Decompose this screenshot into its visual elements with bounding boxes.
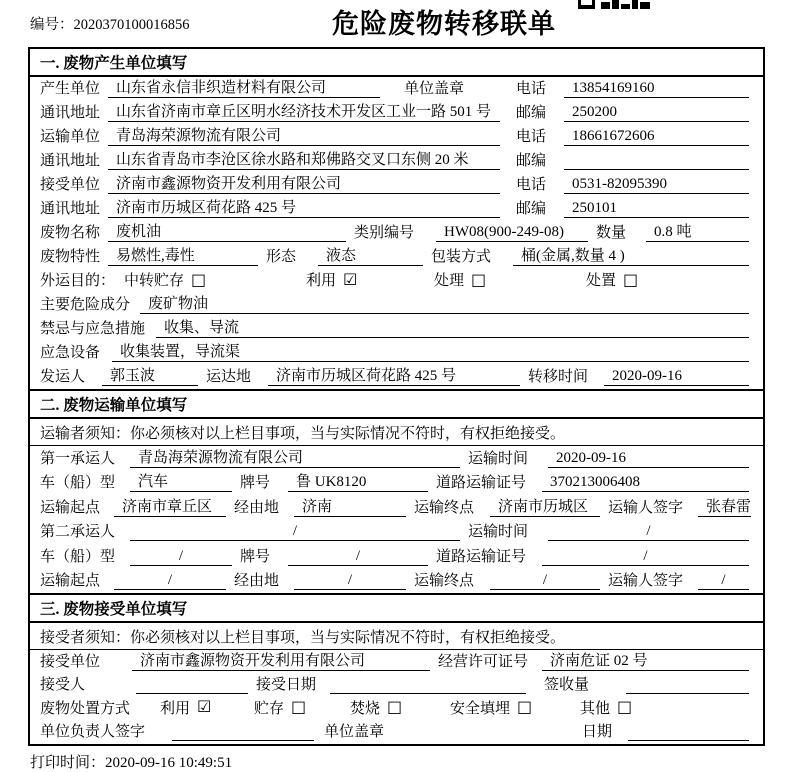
via-value: / — [294, 572, 406, 590]
postcode-value: 250101 — [564, 200, 749, 218]
carrier-sign-label: 运输人签字 — [608, 499, 684, 516]
license-no-label: 经营许可证号 — [438, 653, 529, 670]
route-row-2 — [30, 569, 763, 594]
via-label: 经由地 — [234, 573, 280, 589]
plate-no-label: 牌号 — [240, 475, 271, 491]
print-time — [30, 751, 232, 772]
taboo-emergency-value: 收集、导流 — [156, 316, 749, 338]
qr-code-fragment-icon — [578, 0, 650, 10]
transfer-time-value: 2020-09-16 — [604, 368, 749, 386]
postcode-label: 邮编 — [516, 201, 547, 217]
option-landfill — [450, 697, 580, 718]
road-permit-label: 道路运输证号 — [436, 548, 527, 565]
section-1-heading: 一. 废物产生单位填写 — [30, 49, 763, 77]
emergency-equipment-value: 收集装置，导流渠 — [112, 340, 749, 362]
option-incinerate — [350, 697, 450, 718]
waste-property-label: 废物特性 — [40, 249, 101, 265]
phone-label: 电话 — [516, 81, 547, 97]
waste-name-value: 废机油 — [108, 220, 346, 242]
transport-unit-row — [30, 125, 763, 149]
road-permit-value: / — [542, 548, 749, 566]
receiver-unit-row — [30, 173, 763, 197]
producer-unit-value: 山东省永信非织造材料有限公司 — [108, 76, 380, 98]
via-label: 经由地 — [234, 499, 280, 516]
carrier-sign-value: / — [698, 572, 749, 590]
road-permit-label: 道路运输证号 — [436, 475, 527, 491]
carrier-sign-value: 张春雷 — [698, 495, 751, 517]
first-carrier-row — [30, 446, 763, 471]
option-utilize — [306, 269, 434, 290]
receive-unit-value: 济南市鑫源物资开发利用有限公司 — [132, 649, 430, 671]
emergency-equipment-label: 应急设备 — [40, 345, 101, 361]
transport-unit-value: 青岛海荣源物流有限公司 — [108, 124, 500, 146]
quantity-value: 0.8 吨 — [646, 220, 749, 242]
other-label: 其他 — [580, 700, 611, 717]
consignor-value: 郭玉波 — [102, 364, 198, 386]
checkbox-unchecked-icon: □ — [623, 269, 639, 289]
postcode-value — [564, 152, 749, 170]
mail-address-value: 山东省济南市章丘区明水经济技术开发区工业一路 501 号 — [108, 100, 500, 122]
received-amount-label: 签收量 — [544, 677, 590, 693]
vehicle-type-value: / — [130, 548, 232, 566]
second-carrier-value: / — [130, 523, 460, 541]
second-carrier-row — [30, 520, 763, 545]
transfer-form — [28, 47, 765, 746]
endpoint-value: 济南市历城区 — [490, 495, 600, 517]
disposal-method-row — [30, 697, 763, 721]
page-header — [0, 0, 796, 46]
date-label: 日期 — [582, 724, 613, 740]
taboo-emergency-label: 禁忌与应急措施 — [40, 321, 146, 337]
producer-address-row — [30, 101, 763, 125]
origin-value: 济南市章丘区 — [114, 495, 226, 517]
vehicle-type-label: 车（船）型 — [40, 475, 116, 491]
unit-seal-label: 单位盖章 — [324, 724, 385, 740]
quantity-label: 数量 — [596, 225, 627, 241]
vehicle-type-label: 车（船）型 — [40, 548, 116, 565]
origin-label: 运输起点 — [40, 573, 101, 589]
transporter-notice: 运输者须知：你必须核对以上栏目事项，当与实际情况不符时，有权拒绝接受。 — [30, 419, 763, 446]
vehicle-type-value: 汽车 — [130, 470, 232, 492]
receive-unit-row — [30, 650, 763, 674]
transfer-time-label: 转移时间 — [528, 369, 589, 385]
transport-time-label: 运输时间 — [468, 450, 529, 467]
waste-property-value: 易燃性,毒性 — [108, 244, 258, 266]
main-hazard-label: 主要危险成分 — [40, 297, 131, 313]
dispose-label: 处置 — [586, 273, 617, 289]
mail-address-value: 济南市历城区荷花路 425 号 — [108, 196, 500, 218]
route-row — [30, 495, 763, 520]
treat-label: 处理 — [434, 273, 465, 289]
endpoint-label: 运输终点 — [414, 573, 475, 589]
road-permit-value: 370213006408 — [542, 474, 749, 492]
date-value — [628, 723, 749, 741]
storage-label: 贮存 — [254, 700, 285, 717]
transporter-address-row — [30, 149, 763, 173]
option-transfer-storage — [124, 269, 306, 290]
vehicle-row-2 — [30, 544, 763, 569]
utilize-label: 利用 — [160, 700, 191, 717]
mail-address-value: 山东省青岛市李沧区徐水路和郑佛路交叉口东侧 20 米 — [108, 148, 500, 170]
mail-address-label: 通讯地址 — [40, 153, 101, 169]
plate-no-value: / — [288, 548, 428, 566]
utilize-label: 利用 — [306, 273, 337, 289]
received-amount-value — [626, 676, 749, 694]
consignor-row — [30, 365, 763, 389]
doc-number — [30, 13, 190, 34]
mail-address-label: 通讯地址 — [40, 105, 101, 121]
receiver-unit-label: 接受单位 — [40, 177, 101, 193]
receiver-person-row — [30, 674, 763, 698]
transfer-storage-label: 中转贮存 — [124, 273, 185, 289]
receiver-notice: 接受者须知：你必须核对以上栏目事项，当与实际情况不符时，有权拒绝接受。 — [30, 623, 763, 650]
head-sign-label: 单位负责人签字 — [40, 724, 146, 740]
print-time-value: 2020-09-16 10:49:51 — [105, 755, 233, 771]
carrier-sign-label: 运输人签字 — [608, 573, 684, 589]
endpoint-label: 运输终点 — [414, 499, 475, 516]
receiver-unit-value: 济南市鑫源物资开发利用有限公司 — [108, 172, 500, 194]
form-state-value: 液态 — [318, 244, 423, 266]
outbound-purpose-label: 外运目的： — [40, 273, 116, 289]
plate-no-label: 牌号 — [240, 548, 271, 565]
option-treat — [434, 269, 586, 290]
packaging-value: 桶(金属,数量 4 ) — [513, 244, 749, 266]
print-time-label: 打印时间： — [30, 755, 106, 771]
vehicle-row — [30, 471, 763, 496]
phone-value: 13854169160 — [564, 80, 749, 98]
incinerate-label: 焚烧 — [350, 700, 381, 717]
phone-label: 电话 — [516, 129, 547, 145]
head-sign-row — [30, 721, 763, 745]
doc-number-label: 编号： — [30, 17, 74, 33]
via-value: 济南 — [294, 495, 406, 517]
phone-value: 18661672606 — [564, 128, 749, 146]
consignor-label: 发运人 — [40, 369, 86, 385]
checkbox-unchecked-icon: □ — [191, 269, 207, 289]
postcode-label: 邮编 — [516, 105, 547, 121]
producer-unit-row — [30, 77, 763, 101]
packaging-label: 包装方式 — [431, 249, 492, 265]
destination-value: 济南市历城区荷花路 425 号 — [268, 364, 520, 386]
category-code-label: 类别编号 — [354, 225, 415, 241]
license-no-value: 济南危证 02 号 — [542, 649, 749, 671]
producer-unit-label: 产生单位 — [40, 81, 101, 97]
origin-label: 运输起点 — [40, 499, 101, 516]
checkbox-unchecked-icon: □ — [617, 697, 633, 716]
taboo-emergency-row — [30, 317, 763, 341]
receiver-address-row — [30, 197, 763, 221]
destination-label: 运达地 — [206, 369, 252, 385]
transport-time-value: 2020-09-16 — [548, 450, 749, 468]
postcode-value: 250200 — [564, 104, 749, 122]
main-hazard-value: 废矿物油 — [140, 292, 749, 314]
origin-value: / — [114, 572, 226, 590]
receiver-label: 接受人 — [40, 677, 86, 693]
checkbox-unchecked-icon: □ — [291, 697, 307, 716]
receiver-value — [136, 676, 248, 694]
section-2-heading: 二. 废物运输单位填写 — [30, 389, 763, 419]
receive-date-label: 接受日期 — [256, 677, 317, 693]
page-title: 危险废物转移联单 — [332, 9, 556, 39]
endpoint-value: / — [490, 572, 600, 590]
checkbox-unchecked-icon: □ — [387, 697, 403, 716]
transport-unit-label: 运输单位 — [40, 129, 101, 145]
unit-seal-label: 单位盖章 — [404, 81, 465, 97]
checkbox-checked-icon: ☑ — [343, 269, 358, 289]
emergency-equipment-row — [30, 341, 763, 365]
option-utilize — [160, 697, 254, 718]
option-dispose — [586, 269, 638, 290]
main-hazard-row — [30, 293, 763, 317]
waste-name-label: 废物名称 — [40, 225, 101, 241]
first-carrier-value: 青岛海荣源物流有限公司 — [130, 446, 460, 468]
transport-time-value: / — [548, 523, 749, 541]
receive-unit-label: 接受单位 — [40, 653, 101, 670]
checkbox-unchecked-icon: □ — [517, 697, 533, 716]
outbound-purpose-row — [30, 269, 763, 293]
option-other — [580, 697, 632, 718]
landfill-label: 安全填埋 — [450, 700, 511, 717]
checkbox-checked-icon: ☑ — [197, 697, 212, 716]
head-sign-value — [172, 723, 314, 741]
postcode-label: 邮编 — [516, 153, 547, 169]
receive-date-value — [330, 676, 526, 694]
section-3-heading: 三. 废物接受单位填写 — [30, 593, 763, 623]
plate-no-value: 鲁 UK8120 — [288, 470, 428, 492]
option-storage — [254, 697, 350, 718]
mail-address-label: 通讯地址 — [40, 201, 101, 217]
waste-name-row — [30, 221, 763, 245]
first-carrier-label: 第一承运人 — [40, 450, 116, 467]
form-state-label: 形态 — [266, 249, 297, 265]
doc-number-value: 2020370100016856 — [73, 17, 190, 33]
phone-label: 电话 — [516, 177, 547, 193]
phone-value: 0531-82095390 — [564, 176, 749, 194]
disposal-method-label: 废物处置方式 — [40, 700, 131, 717]
waste-property-row — [30, 245, 763, 269]
second-carrier-label: 第二承运人 — [40, 524, 116, 540]
transport-time-label: 运输时间 — [468, 524, 529, 540]
category-code-value: HW08(900-249-08) — [436, 224, 588, 242]
checkbox-unchecked-icon: □ — [471, 269, 487, 289]
